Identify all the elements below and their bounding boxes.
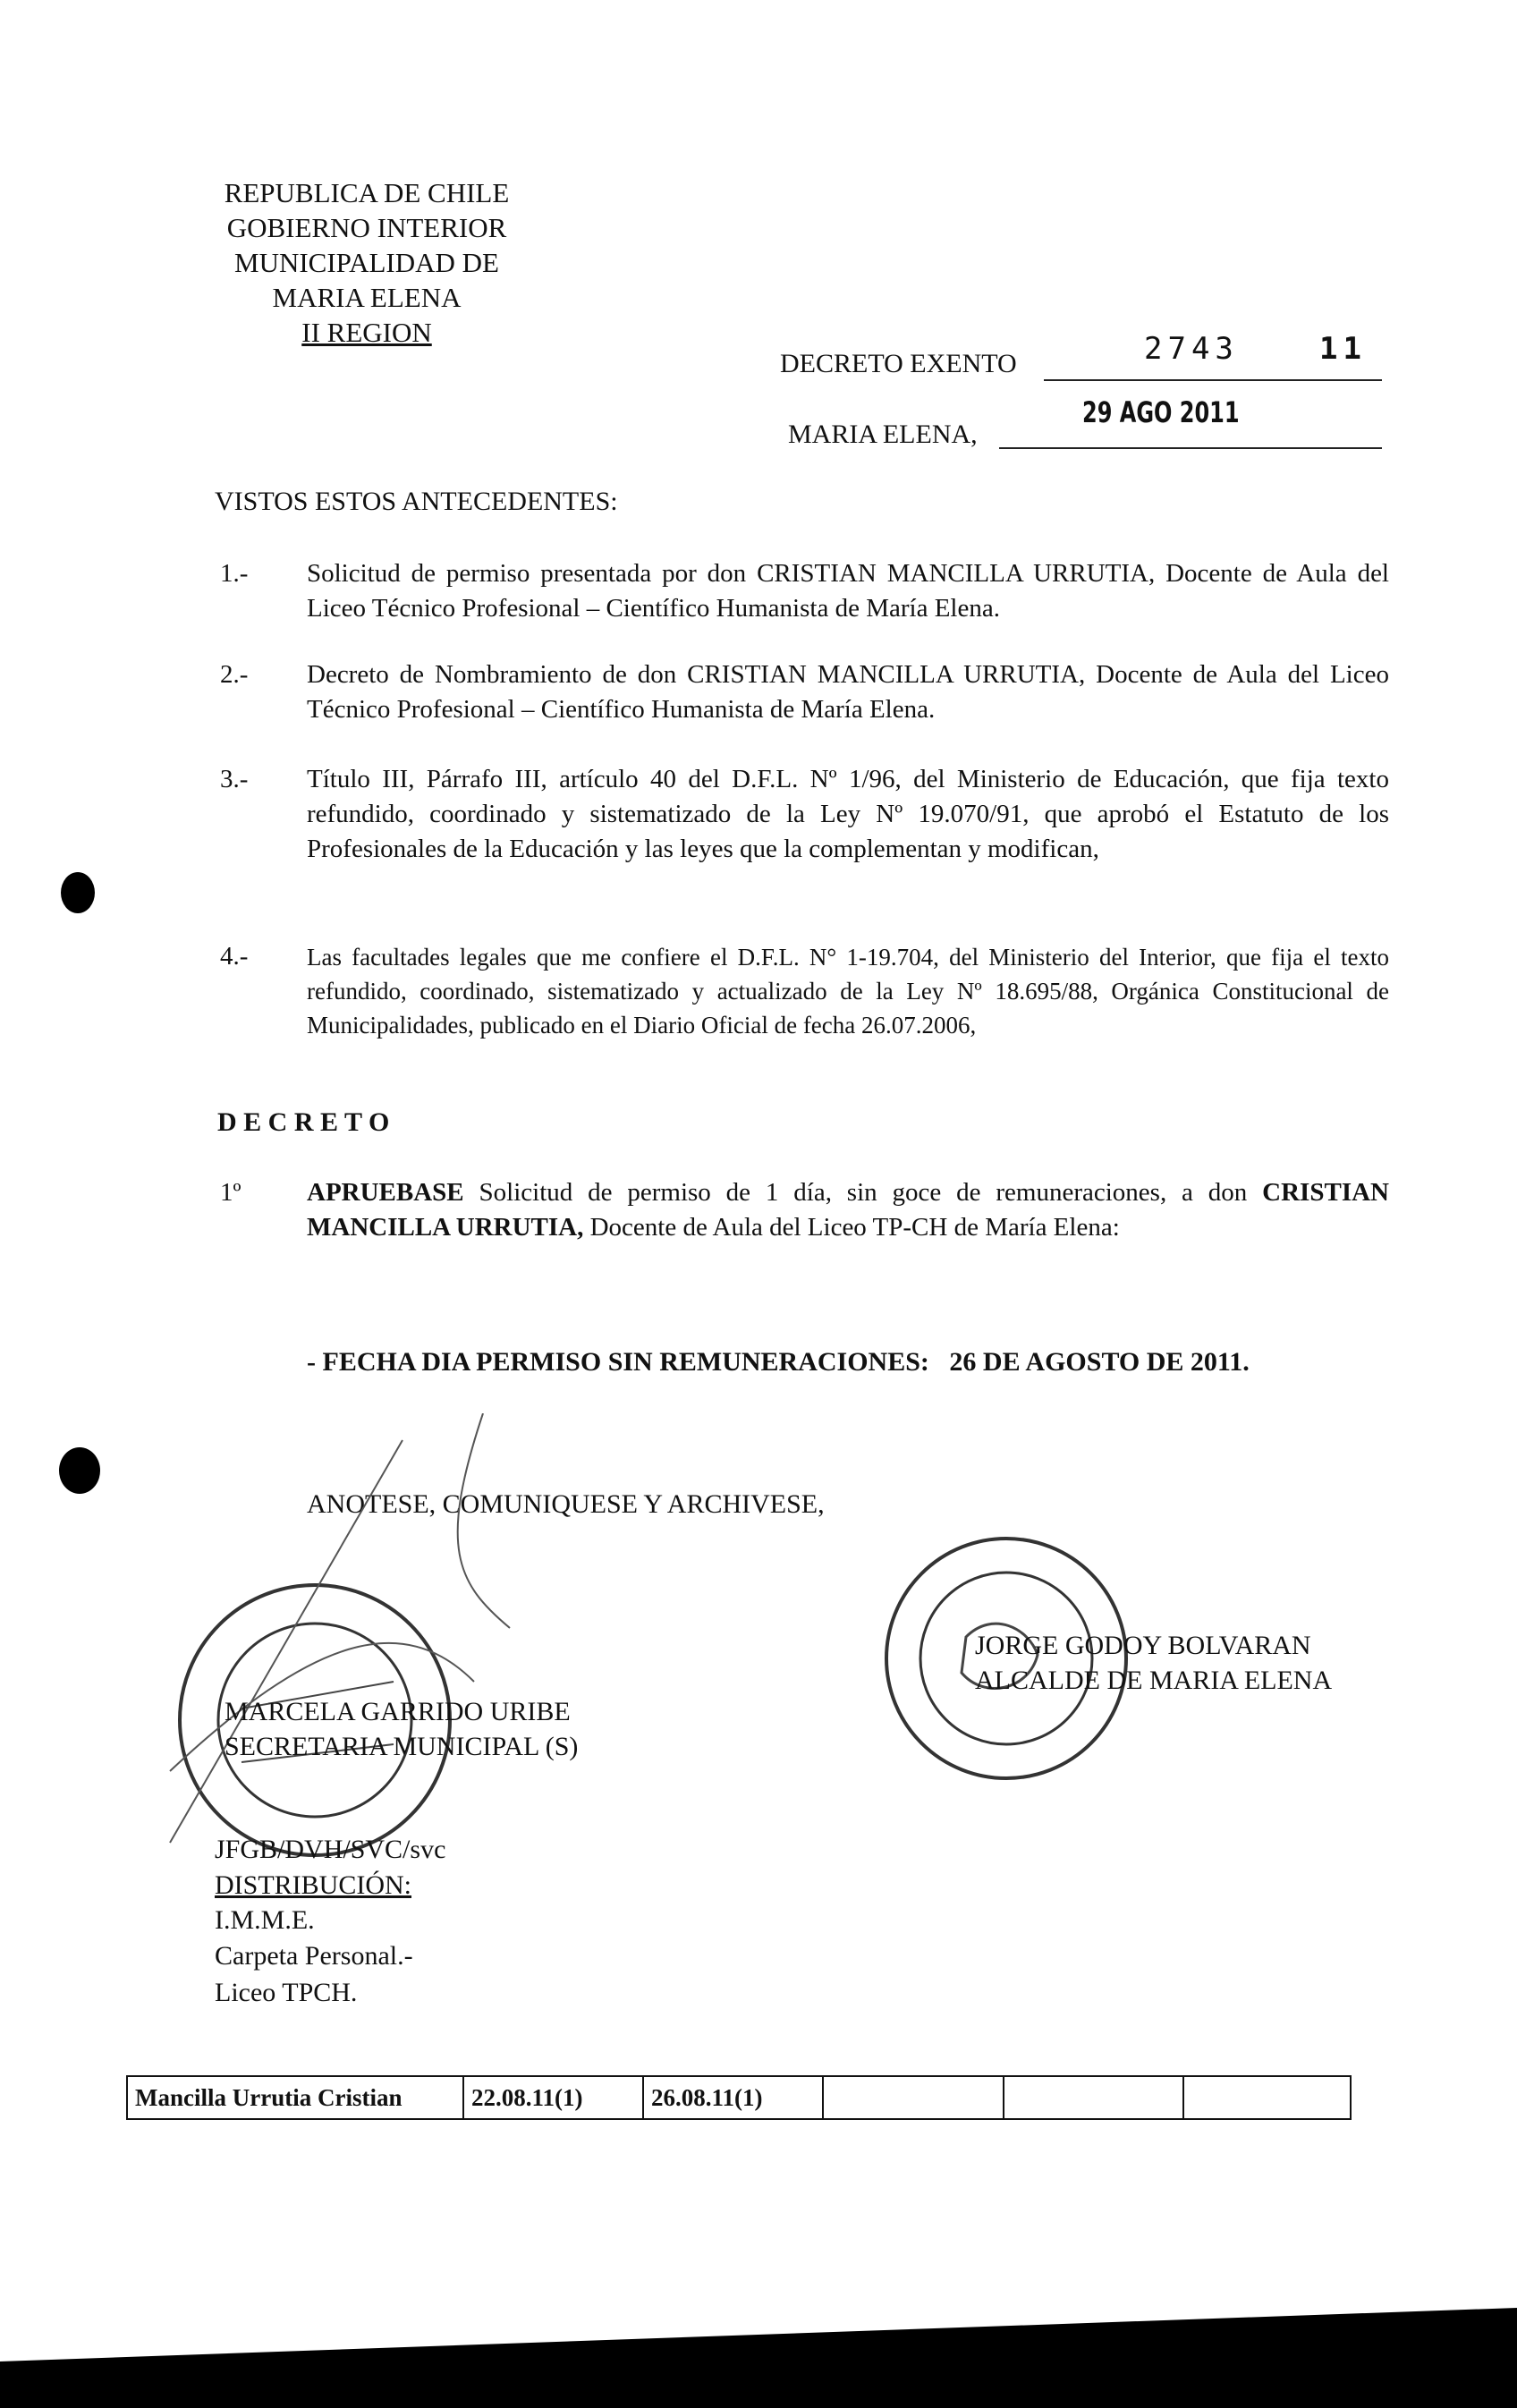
permit-date: - FECHA DIA PERMISO SIN REMUNERACIONES: 26 DE AGOSTO DE 2011. bbox=[307, 1347, 1250, 1377]
place-label: MARIA ELENA, bbox=[788, 420, 978, 449]
mayor-name: JORGE GODOY BOLVARAN bbox=[975, 1631, 1311, 1660]
item-2-text: Decreto de Nombramiento de don CRISTIAN MANCILLA URRUTIA, Docente de Aula del Liceo Técnico Profesional – Científico Humanista de María Elena. bbox=[307, 660, 1389, 724]
decree-number-stamp: 2743 bbox=[1144, 331, 1239, 367]
closing-text: ANOTESE, COMUNIQUESE Y ARCHIVESE, bbox=[307, 1489, 825, 1519]
item-4-text: Las facultades legales que me confiere el D.F.L. N° 1-19.704, del Ministerio del Interior, que fija el texto refundido, coordinado, sistematizado y actualizado de la Ley Nº 18.695/88, Orgánica Constitucional de Municipalidades, publicado en el Diario Oficial de fecha 26.07.2006, bbox=[307, 944, 1389, 1039]
item-4-number: 4.- bbox=[220, 942, 249, 971]
article-text-2: Docente de Aula del Liceo TP-CH de María Elena: bbox=[583, 1213, 1120, 1242]
table-cell bbox=[1004, 2076, 1183, 2119]
record-table bbox=[126, 2075, 1352, 2120]
header-line-3: MUNICIPALIDAD DE bbox=[234, 247, 499, 278]
table-cell: 26.08.11(1) bbox=[643, 2076, 823, 2119]
decreto-title: D E C R E T O bbox=[217, 1107, 390, 1137]
item-3-number: 3.- bbox=[220, 765, 249, 793]
item-3-text: Título III, Párrafo III, artículo 40 del D.F.L. Nº 1/96, del Ministerio de Educación, que fija texto refundido, coordinado y sistematizado de la Ley Nº 19.070/91, que aprobó el Estatuto de los Profesionales de la Educación y las leyes que la complementan y modifican, bbox=[307, 765, 1389, 863]
item-1-number: 1.- bbox=[220, 559, 249, 588]
header-line-2: GOBIERNO INTERIOR bbox=[226, 212, 507, 243]
article-person: CRISTIAN MANCILLA URRUTIA, bbox=[307, 1178, 1389, 1242]
decree-number-line bbox=[1044, 379, 1382, 381]
decree-label: DECRETO EXENTO bbox=[780, 349, 1017, 378]
distribution-item-1: I.M.M.E. bbox=[215, 1905, 315, 1935]
decree-year-stamp: 11 bbox=[1319, 331, 1367, 367]
article-text-1: Solicitud de permiso de 1 día, sin goce de remuneraciones, a don bbox=[463, 1178, 1263, 1207]
distribution-title: DISTRIBUCIÓN: bbox=[215, 1870, 412, 1900]
article-number: 1º bbox=[220, 1178, 242, 1207]
mayor-title: ALCALDE DE MARIA ELENA bbox=[975, 1666, 1333, 1695]
header-line-4: MARIA ELENA bbox=[272, 282, 462, 313]
distribution-item-3: Liceo TPCH. bbox=[215, 1978, 358, 2007]
table-cell bbox=[1183, 2076, 1351, 2119]
secretary-title: SECRETARIA MUNICIPAL (S) bbox=[225, 1732, 579, 1761]
distribution-item-2: Carpeta Personal.- bbox=[215, 1941, 413, 1971]
item-1-text: Solicitud de permiso presentada por don CRISTIAN MANCILLA URRUTIA, Docente de Aula del Liceo Técnico Profesional – Científico Humanista de María Elena. bbox=[307, 559, 1389, 623]
table-cell bbox=[823, 2076, 1004, 2119]
table-cell: Mancilla Urrutia Cristian bbox=[127, 2076, 463, 2119]
date-line bbox=[999, 447, 1382, 449]
header-line-1: REPUBLICA DE CHILE bbox=[224, 177, 510, 208]
item-2-number: 2.- bbox=[220, 660, 249, 689]
table-cell: 22.08.11(1) bbox=[463, 2076, 643, 2119]
table-row bbox=[127, 2076, 1351, 2119]
initials: JFGB/DVH/SVC/svc bbox=[215, 1835, 446, 1864]
article-text bbox=[307, 1175, 1389, 1245]
punch-hole-top bbox=[61, 872, 95, 913]
article-verb: APRUEBASE bbox=[307, 1178, 464, 1207]
date-stamp: 29 AGO 2011 bbox=[1082, 395, 1240, 429]
header-region: II REGION bbox=[301, 317, 432, 348]
scan-edge-shadow bbox=[0, 2290, 1517, 2408]
punch-hole-bottom bbox=[59, 1447, 100, 1494]
vistos-title: VISTOS ESTOS ANTECEDENTES: bbox=[215, 487, 618, 516]
secretary-name: MARCELA GARRIDO URIBE bbox=[225, 1697, 571, 1726]
